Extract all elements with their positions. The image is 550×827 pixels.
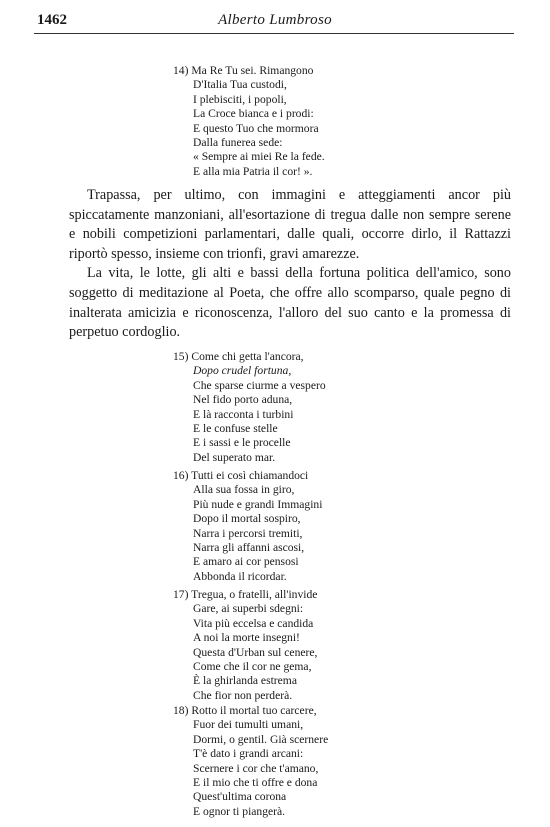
verse-line: A noi la morte insegni! bbox=[193, 631, 300, 645]
verse-line: È la ghirlanda estrema bbox=[193, 674, 297, 688]
verse-line: I plebisciti, i popoli, bbox=[193, 92, 287, 106]
stanza-number: 14) bbox=[173, 64, 189, 77]
header-rule bbox=[34, 33, 514, 34]
verse-line: Nel fido porto aduna, bbox=[193, 393, 293, 407]
verse-line: Scernere i cor che t'amano, bbox=[193, 761, 319, 775]
stanza-number: 18) bbox=[173, 704, 189, 717]
verse-line: E questo Tuo che mormora bbox=[193, 121, 319, 135]
verse-line: Come che il cor ne gema, bbox=[193, 660, 312, 674]
verse-line: E alla mia Patria il cor! ». bbox=[193, 164, 313, 178]
stanza-17 bbox=[173, 588, 317, 703]
stanza-number: 16) bbox=[173, 469, 189, 482]
verse-line: La Croce bianca e i prodi: bbox=[193, 107, 314, 121]
verse-line: E là racconta i turbini bbox=[193, 407, 294, 421]
verse-line: Rotto il mortal tuo carcere, bbox=[191, 704, 317, 717]
verse-line: T'è dato i grandi arcani: bbox=[193, 747, 304, 761]
verse-line: Dormi, o gentil. Già scernere bbox=[193, 732, 329, 746]
stanza-number: 17) bbox=[173, 588, 189, 601]
verse-line: Che fior non perderà. bbox=[193, 688, 293, 702]
verse-line: Che sparse ciurme a vespero bbox=[193, 378, 326, 392]
page-number: 1462 bbox=[37, 12, 67, 28]
running-head: Alberto Lumbroso bbox=[218, 12, 332, 28]
verse-line: Alla sua fossa in giro, bbox=[193, 483, 295, 497]
verse-line: « Sempre ai miei Re la fede. bbox=[193, 150, 325, 164]
verse-line: Questa d'Urban sul cenere, bbox=[193, 645, 318, 659]
verse-line: Dopo il mortal sospiro, bbox=[193, 512, 301, 526]
verse-line: Gare, ai superbi sdegni: bbox=[193, 602, 304, 616]
paragraph: La vita, le lotte, gli alti e bassi della fortuna politica dell'amico, sono soggetto di meditazione al Poeta, che offre allo scomparso, quale pegno di inalterata amicizia e riconoscenza, l'alloro del suo canto e la promessa di perpetuo cordoglio. bbox=[69, 265, 511, 341]
verse-line: Fuor dei tumulti umani, bbox=[193, 718, 304, 732]
verse-line: Dalla funerea sede: bbox=[193, 136, 283, 150]
verse-line: E il mio che ti offre e dona bbox=[193, 776, 318, 790]
verse-line: Più nude e grandi Immagini bbox=[193, 497, 323, 511]
verse-line: Ma Re Tu sei. Rimangono bbox=[191, 64, 314, 77]
verse-line: Narra gli affanni ascosi, bbox=[193, 541, 305, 555]
verse-line: Come chi getta l'ancora, bbox=[191, 350, 304, 363]
verse-line: Abbonda il ricordar. bbox=[193, 569, 287, 583]
verse-line: E i sassi e le procelle bbox=[193, 436, 291, 450]
verse-line: D'Italia Tua custodi, bbox=[193, 78, 287, 92]
verse-line: E ognor ti piangerà. bbox=[193, 804, 286, 818]
verse-line: Del superato mar. bbox=[193, 450, 276, 464]
paragraph: Trapassa, per ultimo, con immagini e atteggiamenti ancor più spiccatamente manzoniani, all'esortazione di tregua dalle non sempre serene e nobili competizioni parlamentari, dalle quali, occorre dirlo, il Rattazzi riportò spesso, insieme con trionfi, gravi amarezze. bbox=[69, 187, 511, 262]
stanza-18 bbox=[173, 704, 328, 819]
page-header bbox=[37, 10, 513, 32]
verse-line: Quest'ultima corona bbox=[193, 790, 287, 804]
verse-line: Dopo crudel fortuna, bbox=[193, 364, 292, 378]
verse-line: Narra i percorsi tremiti, bbox=[193, 526, 303, 540]
stanza-15 bbox=[173, 350, 326, 465]
prose-block bbox=[69, 186, 511, 343]
verse-line: Tregua, o fratelli, all'invide bbox=[191, 588, 318, 601]
verse-line: E le confuse stelle bbox=[193, 422, 278, 436]
verse-line: Vita più eccelsa e candida bbox=[193, 616, 314, 630]
stanza-14 bbox=[173, 64, 325, 179]
verse-line: E amaro ai cor pensosi bbox=[193, 555, 299, 569]
stanza-16 bbox=[173, 469, 322, 584]
stanza-number: 15) bbox=[173, 350, 189, 363]
verse-line: Tutti ei così chiamandoci bbox=[191, 469, 309, 482]
